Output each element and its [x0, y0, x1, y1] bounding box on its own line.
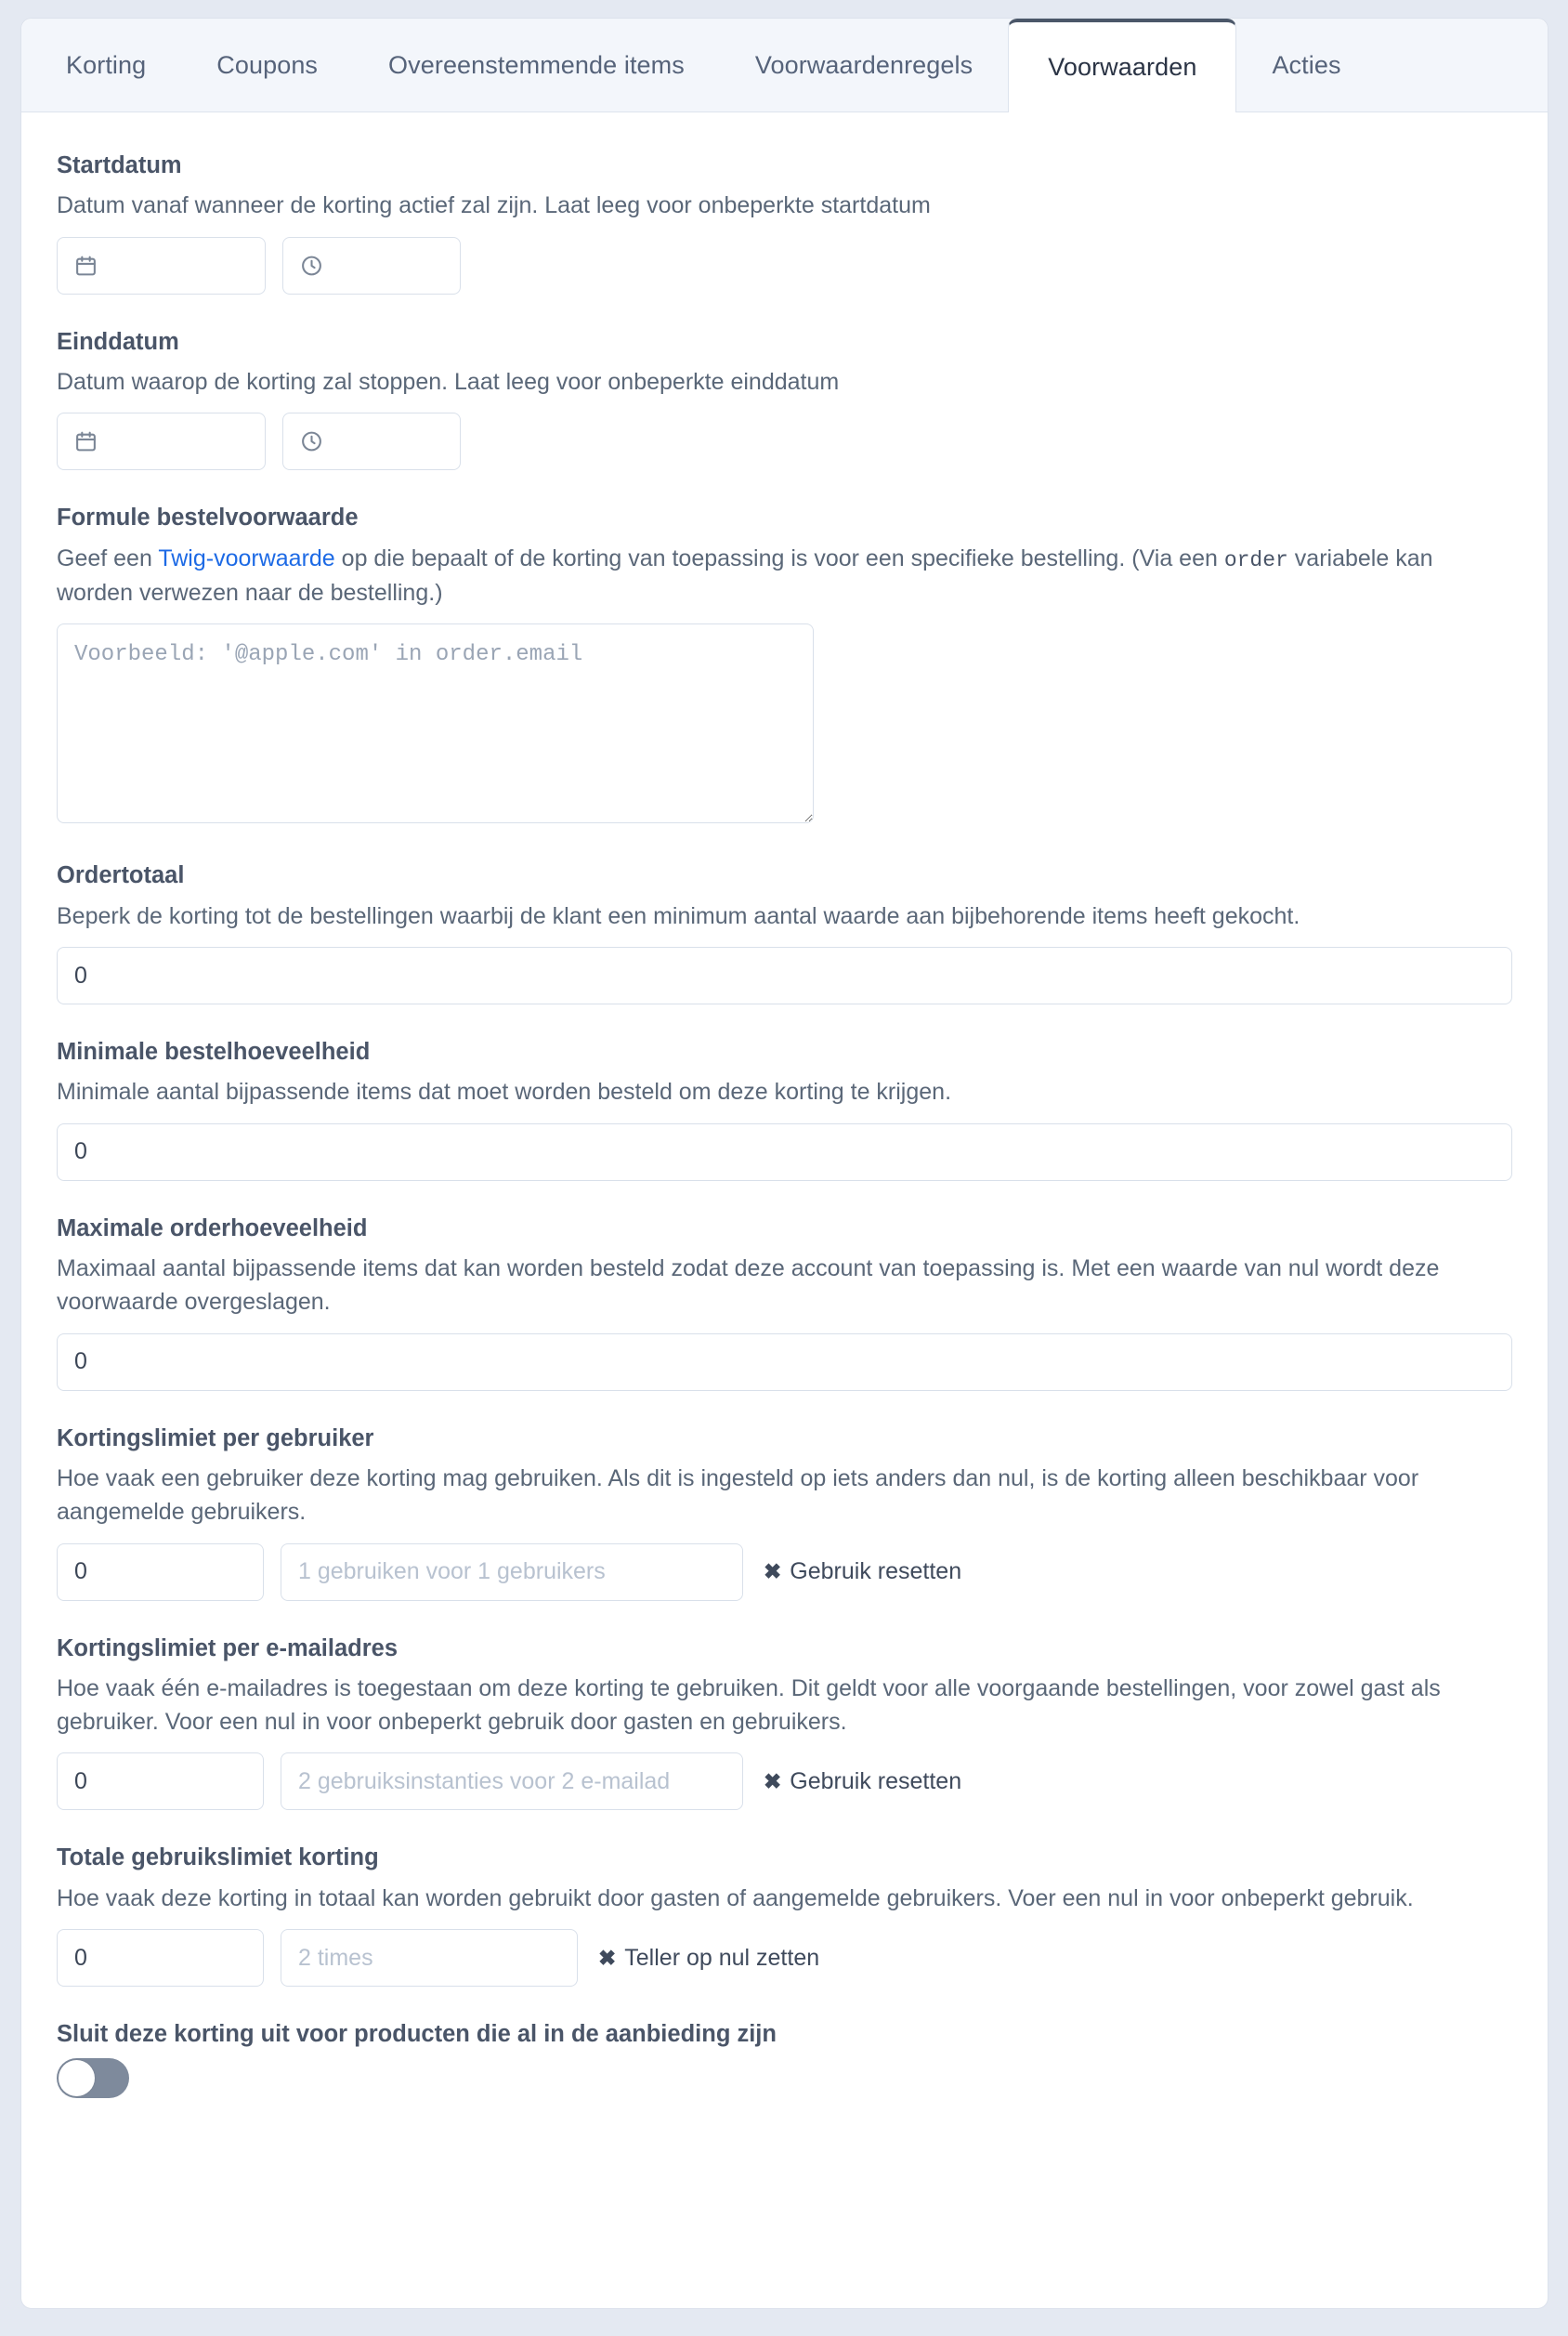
tab-coupons[interactable]	[181, 19, 353, 112]
field-einddatum	[57, 326, 1512, 471]
min-bestelhoeveelheid-help: Minimale aantal bijpassende items dat moet worden besteld om deze korting te krijgen.	[57, 1079, 952, 1106]
tab-korting[interactable]	[31, 19, 181, 112]
sluit-korting-uit-toggle[interactable]	[57, 2058, 129, 2098]
totale-limiet-controls	[57, 1929, 1512, 1987]
startdatum-time-picker[interactable]	[282, 237, 461, 295]
einddatum-label: Einddatum	[57, 328, 179, 355]
limiet-email-help: Hoe vaak één e-mailadres is toegestaan om deze korting te gebruiken. Dit geldt voor alle voorgaande bestellingen, voor zowel gast als gebruiker. Voor een nul in voor onbeperkt gebruik door gasten en gebruikers.	[57, 1674, 1441, 1736]
formule-label: Formule bestelvoorwaarde	[57, 505, 359, 532]
ordertotaal-help: Beperk de korting tot de bestellingen waarbij de klant een minimum aantal waarde aan bijbehorende items heeft gekocht.	[57, 902, 1300, 929]
limiet-gebruiker-usage-input[interactable]	[281, 1543, 743, 1601]
field-formule-bestelvoorwaarde	[57, 502, 1512, 828]
calendar-icon	[74, 429, 98, 453]
clock-icon	[300, 429, 323, 453]
limiet-gebruiker-controls	[57, 1543, 1512, 1601]
einddatum-help: Datum waarop de korting zal stoppen. Laat leeg voor onbeperkte einddatum	[57, 369, 840, 396]
formule-help	[57, 542, 1512, 610]
min-bestelhoeveelheid-label: Minimale bestelhoeveelheid	[57, 1039, 371, 1066]
field-maximale-orderhoeveelheid	[57, 1213, 1512, 1391]
tab-label: Overeenstemmende items	[388, 50, 685, 79]
totale-limiet-help: Hoe vaak deze korting in totaal kan worden gebruikt door gasten of aangemelde gebruikers. Voer een nul in voor onbeperkt gebruik.	[57, 1884, 1414, 1911]
field-ordertotaal	[57, 860, 1512, 1004]
tab-panel-voorwaarden	[21, 112, 1548, 2168]
tab-voorwaardenregels[interactable]	[720, 19, 1008, 112]
tab-acties[interactable]	[1236, 19, 1376, 112]
sluit-korting-uit-label: Sluit deze korting uit voor producten die al in de aanbieding zijn	[57, 2021, 777, 2048]
startdatum-date-picker[interactable]	[57, 237, 266, 295]
field-totale-gebruikslimiet	[57, 1842, 1512, 1987]
limiet-gebruiker-label: Kortingslimiet per gebruiker	[57, 1424, 374, 1451]
settings-card	[20, 18, 1548, 2309]
close-icon: ✖	[598, 1945, 617, 1970]
limiet-email-reset-button[interactable]	[760, 1768, 965, 1795]
einddatum-date-picker[interactable]	[57, 413, 266, 470]
limiet-email-controls	[57, 1752, 1512, 1810]
totale-limiet-label: Totale gebruikslimiet korting	[57, 1844, 379, 1871]
reset-label: Gebruik resetten	[790, 1767, 962, 1794]
tab-label: Voorwaardenregels	[754, 50, 973, 79]
limiet-email-label: Kortingslimiet per e-mailadres	[57, 1634, 399, 1661]
totale-limiet-usage-input[interactable]	[281, 1929, 578, 1987]
formule-help-part3: variabele kan worden verwezen naar de bestelling.)	[57, 545, 1433, 607]
reset-label: Teller op nul zetten	[624, 1944, 820, 1971]
formule-textarea[interactable]	[57, 623, 814, 823]
order-code: order	[1223, 547, 1288, 572]
field-minimale-bestelhoeveelheid	[57, 1036, 1512, 1181]
limiet-gebruiker-reset-button[interactable]	[760, 1558, 965, 1585]
calendar-icon	[74, 254, 98, 278]
totale-limiet-input[interactable]	[57, 1929, 264, 1987]
startdatum-label: Startdatum	[57, 152, 182, 178]
field-startdatum	[57, 150, 1512, 295]
tab-bar	[21, 19, 1548, 112]
max-orderhoeveelheid-input[interactable]	[57, 1333, 1512, 1391]
startdatum-inputs	[57, 237, 1512, 295]
close-icon: ✖	[764, 1559, 782, 1584]
tab-overeenstemmende-items[interactable]	[353, 19, 720, 112]
tab-label: Coupons	[216, 50, 319, 79]
ordertotaal-input[interactable]	[57, 947, 1512, 1004]
formule-help-part1: Geef een	[57, 545, 159, 571]
max-orderhoeveelheid-label: Maximale orderhoeveelheid	[57, 1214, 368, 1241]
einddatum-inputs	[57, 413, 1512, 470]
tab-label: Acties	[1272, 50, 1341, 79]
field-sluit-korting-uit	[57, 2018, 1512, 2102]
max-orderhoeveelheid-help: Maximaal aantal bijpassende items dat kan worden besteld zodat deze account van toepassing is. Met een waarde van nul wordt deze voorwaarde overgeslagen.	[57, 1255, 1440, 1316]
field-kortingslimiet-per-emailadres	[57, 1633, 1512, 1811]
limiet-gebruiker-help: Hoe vaak een gebruiker deze korting mag gebruiken. Als dit is ingesteld op iets anders dan nul, is de korting alleen beschikbaar voor aangemelde gebruikers.	[57, 1465, 1419, 1526]
startdatum-help: Datum vanaf wanneer de korting actief zal zijn. Laat leeg voor onbeperkte startdatum	[57, 192, 931, 219]
close-icon: ✖	[764, 1768, 782, 1793]
limiet-gebruiker-input[interactable]	[57, 1543, 264, 1601]
limiet-email-usage-input[interactable]	[281, 1752, 743, 1810]
twig-voorwaarde-link[interactable]: Twig-voorwaarde	[158, 545, 335, 571]
ordertotaal-label: Ordertotaal	[57, 862, 185, 889]
limiet-email-input[interactable]	[57, 1752, 264, 1810]
toggle-knob	[59, 2060, 95, 2096]
formule-help-part2: op die bepaalt of de korting van toepassing is voor een specifieke bestelling. (Via een	[334, 545, 1224, 571]
reset-label: Gebruik resetten	[790, 1558, 962, 1585]
tab-label: Korting	[66, 50, 147, 79]
field-kortingslimiet-per-gebruiker	[57, 1423, 1512, 1601]
clock-icon	[300, 254, 323, 278]
einddatum-time-picker[interactable]	[282, 413, 461, 470]
tab-label: Voorwaarden	[1048, 53, 1197, 81]
tab-voorwaarden[interactable]	[1008, 19, 1236, 112]
min-bestelhoeveelheid-input[interactable]	[57, 1123, 1512, 1181]
totale-limiet-reset-button[interactable]	[595, 1945, 823, 1972]
